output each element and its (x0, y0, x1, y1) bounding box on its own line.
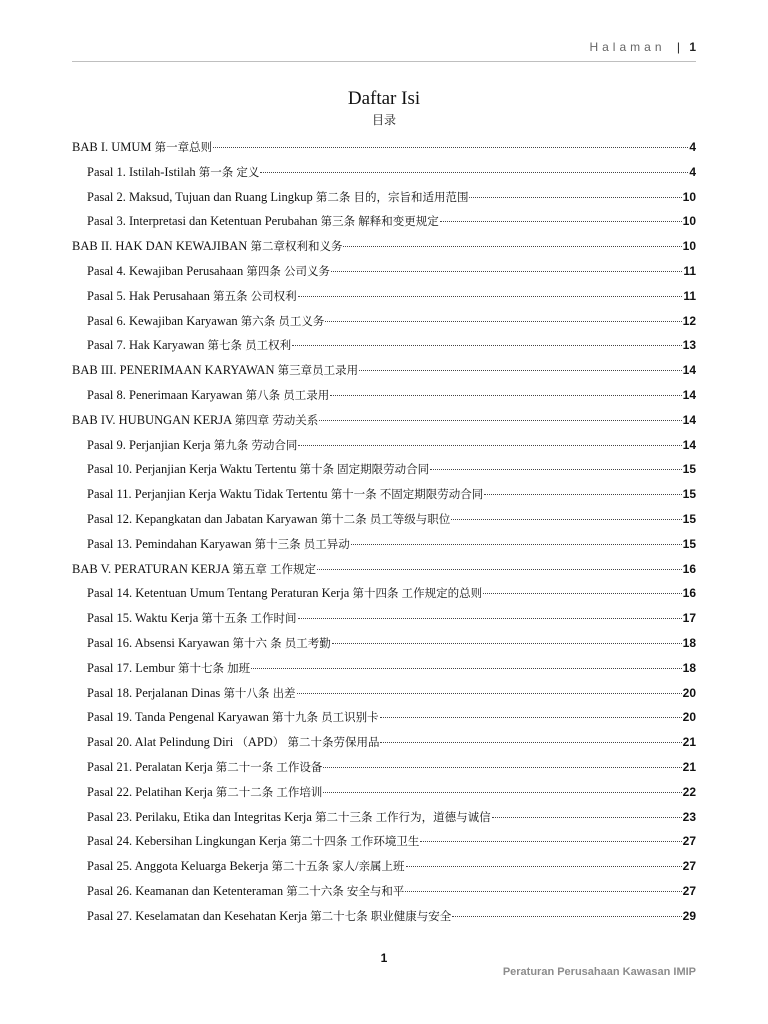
toc-article-entry[interactable] (72, 581, 696, 606)
toc-article-entry[interactable] (72, 259, 696, 284)
toc-entry-text: Pasal 20. Alat Pelindung Diri （APD） 第二十条劳保用品 (87, 735, 380, 750)
toc-dot-leader (298, 618, 682, 619)
toc-chapter-entry[interactable] (72, 358, 696, 383)
toc-entry-text: Pasal 10. Perjanjian Kerja Waktu Tertentu 第十条 固定期限劳动合同 (87, 462, 430, 477)
toc-entry-page: 4 (689, 140, 696, 154)
toc-article-entry[interactable] (72, 854, 696, 879)
footer-document-name: Peraturan Perusahaan Kawasan IMIP (502, 966, 696, 978)
toc-article-entry[interactable] (72, 631, 696, 656)
toc-dot-leader (292, 345, 682, 346)
toc-entry-page: 4 (689, 164, 696, 179)
toc-dot-leader (380, 717, 682, 718)
toc-entry-page: 15 (682, 511, 696, 526)
toc-entry-text: Pasal 7. Hak Karyawan 第七条 员工权利 (87, 338, 292, 353)
toc-article-entry[interactable] (72, 730, 696, 755)
toc-article-entry[interactable] (72, 879, 696, 904)
toc-dot-leader (323, 792, 681, 793)
toc-dot-leader (483, 593, 682, 594)
toc-entry-page: 22 (682, 784, 696, 799)
toc-entry-text: BAB I. UMUM 第一章总则 (72, 140, 213, 154)
toc-subtitle: 目录 (371, 113, 396, 127)
toc-entry-text: Pasal 18. Perjalanan Dinas 第十八条 出差 (87, 685, 296, 700)
toc-entry-page: 10 (682, 189, 696, 204)
toc-chapter-entry[interactable] (72, 234, 696, 259)
header-separator: | (676, 40, 680, 54)
toc-entry-page: 14 (682, 363, 696, 378)
toc-dot-leader (331, 271, 682, 272)
toc-entry-page: 15 (682, 462, 696, 477)
toc-entry-text: BAB IV. HUBUNGAN KERJA 第四章 劳动关系 (72, 412, 319, 427)
toc-article-entry[interactable] (72, 284, 696, 309)
toc-article-entry[interactable] (72, 507, 696, 532)
header-label: Halaman (589, 40, 666, 54)
toc-entry-text: Pasal 26. Keamanan dan Ketenteraman 第二十六条 安全与和平 (87, 883, 405, 898)
toc-entry-text: Pasal 22. Pelatihan Kerja 第二十二条 工作培训 (87, 784, 323, 799)
toc-entry-page: 29 (682, 908, 696, 923)
toc-article-entry[interactable] (72, 482, 696, 507)
toc-entry-page: 18 (682, 660, 696, 675)
toc-chapter-entry[interactable] (72, 135, 696, 160)
toc-entry-page: 14 (682, 412, 696, 427)
toc-entry-text: Pasal 2. Maksud, Tujuan dan Ruang Lingkup 第二条 目的，宗旨和适用范围 (87, 189, 469, 204)
toc-article-entry[interactable] (72, 681, 696, 706)
toc-article-entry[interactable] (72, 805, 696, 830)
toc-article-entry[interactable] (72, 160, 696, 185)
toc-dot-leader (420, 841, 681, 842)
toc-dot-leader (317, 569, 682, 570)
toc-article-entry[interactable] (72, 656, 696, 681)
toc-article-entry[interactable] (72, 209, 696, 234)
toc-entry-page: 17 (682, 611, 696, 626)
toc-entry-text: Pasal 9. Perjanjian Kerja 第九条 劳动合同 (87, 437, 298, 452)
toc-article-entry[interactable] (72, 829, 696, 854)
toc-dot-leader (405, 891, 681, 892)
toc-entry-page: 11 (683, 288, 696, 303)
toc-entry-page: 15 (682, 487, 696, 502)
toc-entry-text: Pasal 19. Tanda Pengenal Karyawan 第十九条 员工识别卡 (87, 710, 379, 725)
toc-title: Daftar Isi (347, 88, 421, 109)
toc-entry-text: Pasal 14. Ketentuan Umum Tentang Peraturan Kerja 第十四条 工作规定的总则 (87, 586, 483, 601)
toc-entry-text: Pasal 24. Kebersihan Lingkungan Kerja 第二十四条 工作环境卫生 (87, 834, 420, 849)
toc-dot-leader (492, 817, 682, 818)
toc-entry-page: 27 (682, 834, 696, 849)
toc-dot-leader (319, 420, 681, 421)
toc-dot-leader (297, 693, 682, 694)
toc-article-entry[interactable] (72, 457, 696, 482)
toc-entry-page: 23 (682, 809, 696, 824)
toc-entry-text: Pasal 12. Kepangkatan dan Jabatan Karyawan 第十二条 员工等级与职位 (87, 511, 451, 526)
toc-entry-page: 15 (682, 536, 696, 551)
toc-dot-leader (452, 916, 681, 917)
toc-article-entry[interactable] (72, 755, 696, 780)
toc-dot-leader (330, 395, 681, 396)
toc-list (72, 135, 696, 929)
header-page-number: 1 (689, 40, 696, 54)
toc-entry-text: Pasal 6. Kewajiban Karyawan 第六条 员工义务 (87, 313, 325, 328)
toc-entry-page: 14 (682, 437, 696, 452)
toc-entry-text: Pasal 11. Perjanjian Kerja Waktu Tidak Tertentu 第十一条 不固定期限劳动合同 (87, 487, 484, 502)
toc-dot-leader (484, 494, 681, 495)
toc-dot-leader (213, 147, 688, 148)
toc-article-entry[interactable] (72, 433, 696, 458)
toc-article-entry[interactable] (72, 780, 696, 805)
toc-entry-text: Pasal 1. Istilah-Istilah 第一条 定义 (87, 164, 260, 179)
toc-entry-text: Pasal 23. Perilaku, Etika dan Integritas Kerja 第二十三条 工作行为，道德与诚信 (87, 809, 491, 824)
toc-dot-leader (430, 469, 681, 470)
toc-article-entry[interactable] (72, 606, 696, 631)
toc-entry-text: BAB V. PERATURAN KERJA 第五章 工作规定 (72, 561, 316, 576)
toc-dot-leader (380, 742, 681, 743)
toc-dot-leader (298, 445, 681, 446)
toc-entry-text: Pasal 17. Lembur 第十七条 加班 (87, 660, 251, 675)
toc-article-entry[interactable] (72, 705, 696, 730)
header-divider (72, 61, 696, 62)
toc-dot-leader (323, 767, 681, 768)
toc-article-entry[interactable] (72, 333, 696, 358)
toc-dot-leader (469, 197, 681, 198)
toc-entry-text: Pasal 3. Interpretasi dan Ketentuan Perubahan 第三条 解释和变更规定 (87, 214, 439, 229)
toc-entry-page: 20 (682, 710, 696, 725)
toc-entry-page: 20 (682, 685, 696, 700)
toc-entry-page: 11 (683, 263, 696, 278)
toc-chapter-entry[interactable] (72, 557, 696, 582)
toc-dot-leader (332, 643, 682, 644)
toc-article-entry[interactable] (72, 309, 696, 334)
toc-entry-text: Pasal 5. Hak Perusahaan 第五条 公司权利 (87, 288, 297, 303)
toc-entry-page: 21 (682, 759, 696, 774)
toc-dot-leader (351, 544, 682, 545)
toc-article-entry[interactable] (72, 383, 696, 408)
page-header (589, 40, 696, 54)
toc-entry-text: Pasal 21. Peralatan Kerja 第二十一条 工作设备 (87, 759, 323, 774)
toc-dot-leader (298, 296, 683, 297)
toc-dot-leader (325, 321, 681, 322)
toc-entry-page: 16 (682, 586, 696, 601)
footer-page-number: 1 (380, 951, 388, 965)
toc-entry-page: 18 (682, 635, 696, 650)
toc-entry-page: 16 (682, 561, 696, 576)
toc-chapter-entry[interactable] (72, 408, 696, 433)
toc-entry-page: 27 (682, 883, 696, 898)
toc-dot-leader (406, 866, 682, 867)
toc-entry-page: 21 (682, 735, 696, 750)
toc-entry-page: 27 (682, 859, 696, 874)
toc-entry-page: 12 (682, 313, 696, 328)
toc-entry-page: 13 (682, 338, 696, 353)
toc-article-entry[interactable] (72, 532, 696, 557)
toc-entry-page: 10 (682, 239, 696, 254)
toc-dot-leader (359, 370, 682, 371)
toc-dot-leader (451, 519, 681, 520)
toc-entry-text: Pasal 8. Penerimaan Karyawan 第八条 员工录用 (87, 387, 330, 402)
toc-entry-page: 14 (682, 387, 696, 402)
toc-entry-page: 10 (682, 214, 696, 229)
toc-dot-leader (251, 668, 682, 669)
toc-entry-text: Pasal 16. Absensi Karyawan 第十六 条 员工考勤 (87, 635, 331, 650)
toc-entry-text: Pasal 15. Waktu Kerja 第十五条 工作时间 (87, 611, 297, 626)
toc-dot-leader (440, 221, 682, 222)
toc-entry-text: Pasal 25. Anggota Keluarga Bekerja 第二十五条 家人/亲属上班 (87, 859, 405, 874)
toc-dot-leader (343, 246, 681, 247)
toc-entry-text: BAB II. HAK DAN KEWAJIBAN 第二章权利和义务 (72, 239, 343, 254)
toc-entry-text: BAB III. PENERIMAAN KARYAWAN 第三章员工录用 (72, 363, 359, 378)
toc-article-entry[interactable] (72, 904, 696, 929)
toc-entry-text: Pasal 13. Pemindahan Karyawan 第十三条 员工异动 (87, 536, 350, 551)
toc-entry-text: Pasal 27. Keselamatan dan Kesehatan Kerja 第二十七条 职业健康与安全 (87, 908, 452, 923)
toc-dot-leader (260, 172, 688, 173)
toc-entry-text: Pasal 4. Kewajiban Perusahaan 第四条 公司义务 (87, 263, 330, 278)
toc-article-entry[interactable] (72, 185, 696, 210)
